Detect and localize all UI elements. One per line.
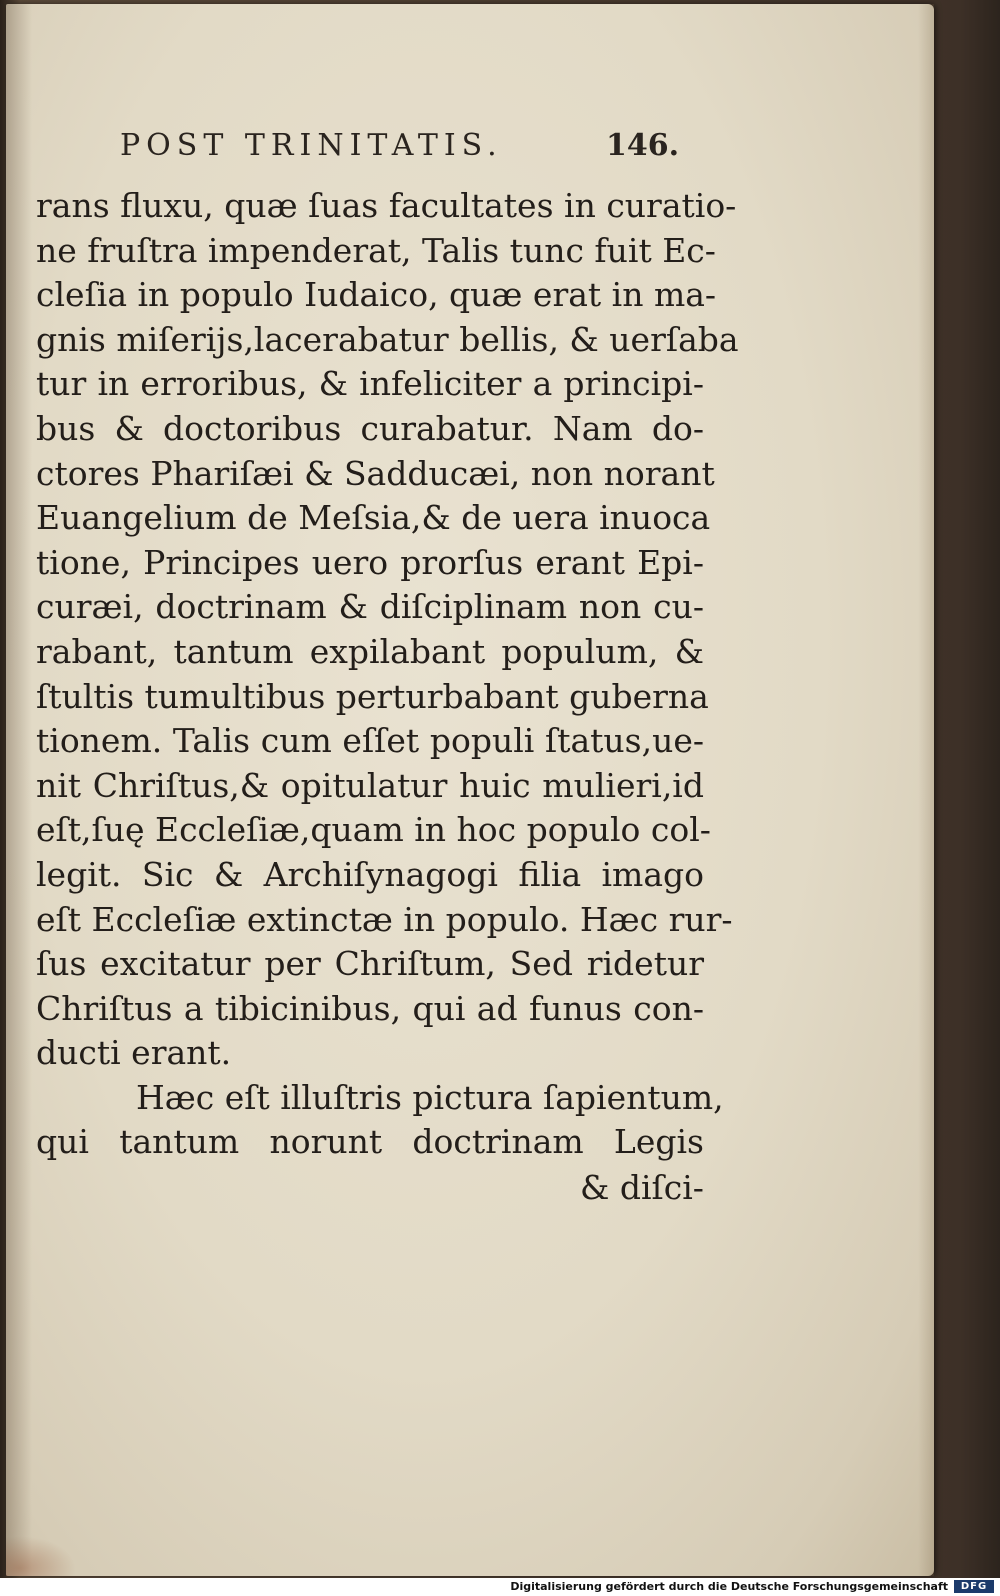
text-line: nit Chriſtus,& opitulatur huic mulieri,id <box>36 765 704 805</box>
text-line: tur in erroribus, & infeliciter a principi- <box>36 364 704 404</box>
text-line: eſt,ſuę Eccleſiæ,quam in hoc populo col- <box>36 810 711 850</box>
text-line: qui tantum norunt doctrinam Legis <box>36 1122 704 1162</box>
text-line: tione, Principes uero prorſus erant Epi- <box>36 542 704 582</box>
page-edge-shadow <box>918 4 934 1576</box>
page-number: 146. <box>606 128 680 163</box>
dfg-logo: DFG <box>954 1580 994 1593</box>
body-text <box>36 184 739 1165</box>
text-line: ſtultis tumultibus perturbabant guberna <box>36 676 709 716</box>
catchword: & diſci- <box>580 1168 704 1207</box>
text-line: cleſia in populo Iudaico, quæ erat in ma- <box>36 275 717 315</box>
text-line: tionem. Talis cum eſſet populi ſtatus,ue- <box>36 721 704 761</box>
page-gutter-shadow <box>6 4 32 1576</box>
text-line: curæi, doctrinam & diſciplinam non cu- <box>36 587 704 627</box>
funding-credit: Digitalisierung gefördert durch die Deutsche Forschungsgemeinschaft <box>510 1580 948 1593</box>
text-line: gnis miſerijs,lacerabatur bellis, & uerſaba <box>36 319 739 359</box>
running-head: POST TRINITATIS. <box>120 128 503 163</box>
text-line: ducti erant. <box>36 1033 232 1073</box>
text-line: eſt Eccleſiæ extinctæ in populo. Hæc rur- <box>36 899 733 939</box>
text-line: rabant, tantum expilabant populum, & <box>36 631 704 671</box>
text-line: rans fluxu, quæ ſuas facultates in curatio- <box>36 186 737 225</box>
text-line: Hæc eſt illuſtris pictura ſapientum, <box>136 1077 724 1117</box>
text-line: Euangelium de Meſsia,& de uera inuoca <box>36 498 711 538</box>
digitization-footer <box>0 1578 1000 1596</box>
text-line: ſus excitatur per Chriſtum, Sed ridetur <box>36 944 704 984</box>
text-line: ctores Phariſæi & Sadducæi, non norant <box>36 453 715 493</box>
text-line: ne fruſtra impenderat, Talis tunc fuit Ec- <box>36 230 716 270</box>
text-line: Chriſtus a tibicinibus, qui ad funus con- <box>36 988 704 1028</box>
text-line: bus & doctoribus curabatur. Nam do- <box>36 408 704 448</box>
page-stain <box>6 1536 76 1576</box>
text-line: legit. Sic & Archiſynagogi filia imago <box>36 854 704 894</box>
